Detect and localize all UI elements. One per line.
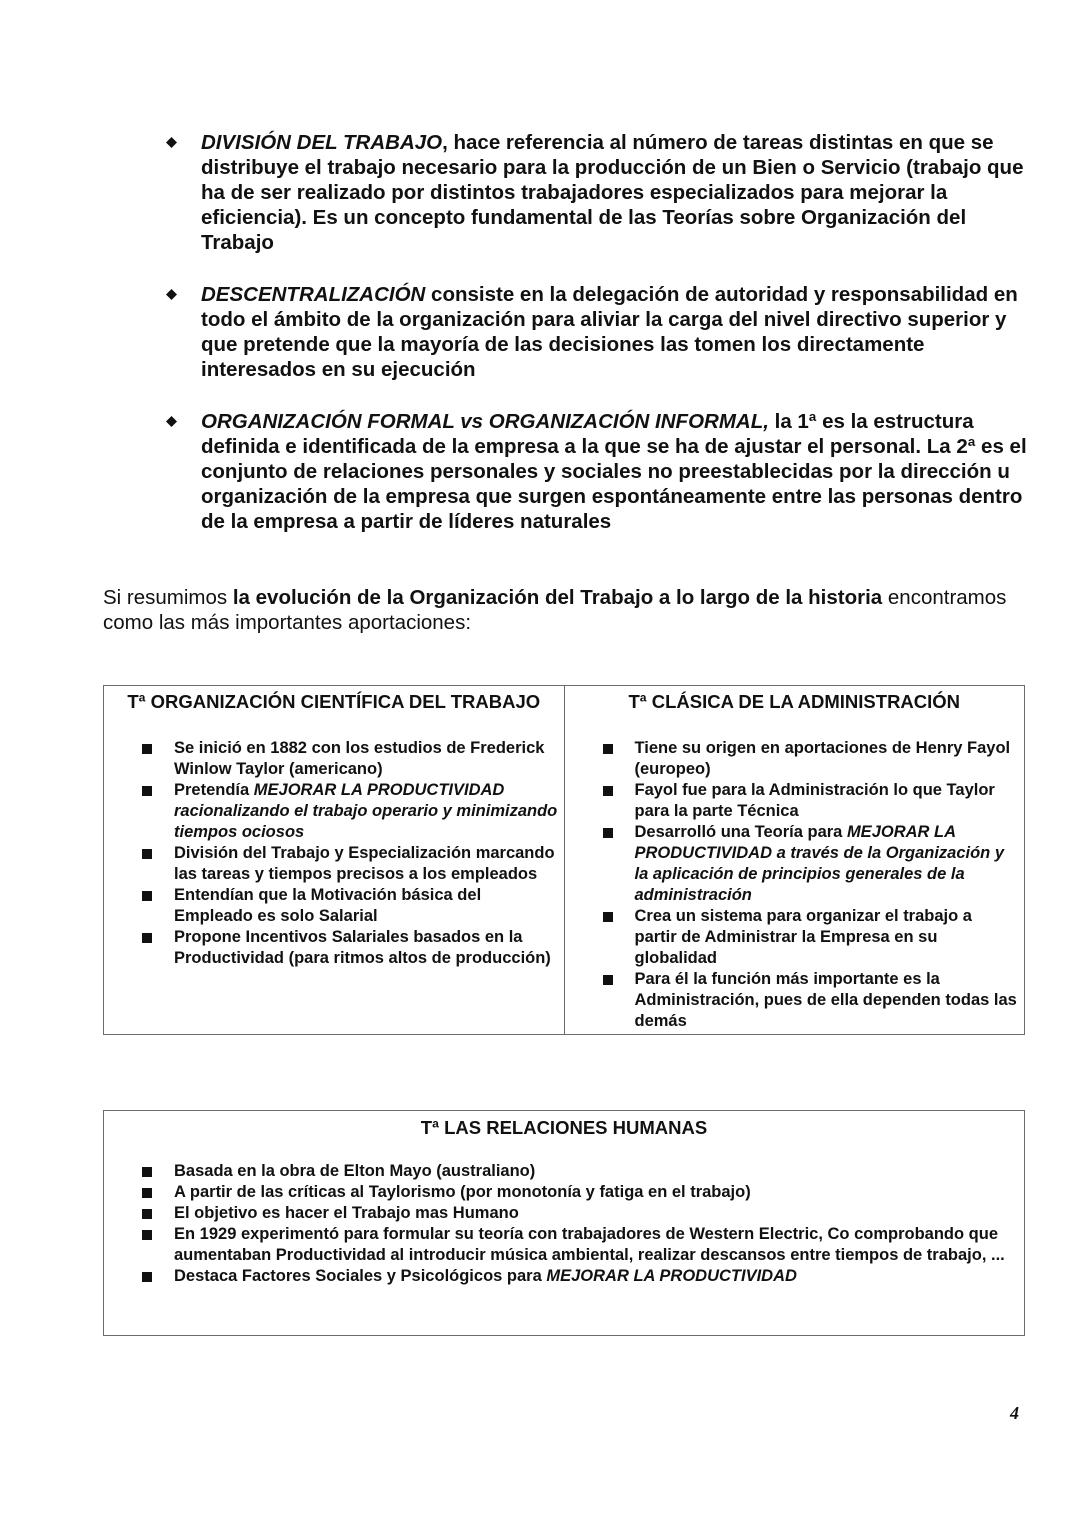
theory-title: Tª CLÁSICA DE LA ADMINISTRACIÓN <box>628 691 961 712</box>
definition-term: ORGANIZACIÓN FORMAL vs ORGANIZACIÓN INFORMAL, <box>201 410 769 433</box>
theory-bullet-list <box>603 738 1019 1032</box>
square-bullet-icon <box>603 912 613 922</box>
square-bullet-icon <box>142 744 152 754</box>
list-item <box>603 822 1019 906</box>
square-bullet-icon <box>142 1209 152 1219</box>
summary-tail: encontramos como las más importantes aportaciones: <box>103 586 1007 634</box>
square-bullet-icon <box>142 1272 152 1282</box>
list-item <box>142 927 558 969</box>
theory-bullet-list <box>142 738 558 969</box>
definition-text: consiste en la delegación de autoridad y responsabilidad en todo el ámbito de la organización para aliviar la carga del nivel directivo superior y que pretende que la mayoría de las decisiones las tomen los directamente interesados en su ejecución <box>201 283 1018 381</box>
definition-text: la 1ª es la estructura definida e identificada de la empresa a la que se ha de ajustar el personal. La 2ª es el conjunto de relaciones personales y sociales no preestablecidas por la dirección u organización de la empresa que surgen espontáneamente entre las personas dentro de la empresa a partir de líderes naturales <box>201 410 1027 533</box>
theory-clasica <box>564 686 1025 1034</box>
item-text: Tiene su origen en aportaciones de Henry Fayol (europeo) <box>634 739 1011 778</box>
square-bullet-icon <box>603 828 613 838</box>
summary-bold: la evolución de la Organización del Trabajo a lo largo de la historia <box>232 586 883 609</box>
square-bullet-icon <box>603 744 613 754</box>
list-item <box>142 738 558 780</box>
page-number: 4 <box>1010 1403 1019 1423</box>
definition-term: DIVISIÓN DEL TRABAJO <box>201 131 443 154</box>
definition-text: , hace referencia al número de tareas distintas en que se distribuye el trabajo necesario para la producción de un Bien o Servicio (trabajo que ha de ser realizado por distintos trabajadores especializados para mejorar la eficiencia). Es un concepto fundamental de las Teorías sobre Organización del Trabajo <box>201 131 1024 254</box>
definition-item <box>166 409 1036 534</box>
item-text: Se inició en 1882 con los estudios de Frederick Winlow Taylor (americano) <box>174 739 545 778</box>
square-bullet-icon <box>142 849 152 859</box>
item-text: Fayol fue para la Administración lo que Taylor para la parte Técnica <box>634 781 995 820</box>
item-text: División del Trabajo y Especialización marcando las tareas y tiempos precisos a los empleados <box>174 844 555 883</box>
theory-title: Tª LAS RELACIONES HUMANAS <box>420 1117 708 1138</box>
definitions-list <box>166 130 1036 561</box>
square-bullet-icon <box>603 786 613 796</box>
square-bullet-icon <box>142 1188 152 1198</box>
square-bullet-icon <box>142 786 152 796</box>
item-text: Para él la función más importante es la Administración, pues de ella dependen todas las demás <box>634 970 1017 1030</box>
theories-table <box>103 685 1025 1035</box>
item-text: Destaca Factores Sociales y Psicológicos para <box>174 1267 547 1285</box>
list-item <box>142 1266 1014 1287</box>
diamond-bullet-icon <box>166 289 177 300</box>
definition-term: DESCENTRALIZACIÓN <box>201 283 426 306</box>
item-text: En 1929 experimentó para formular su teoría con trabajadores de Western Electric, Co comprobando que aumentaban Productividad al introducir música ambiental, realizar descansos entre tiempos de trabajo, ... <box>174 1225 1005 1264</box>
item-text: Basada en la obra de Elton Mayo (australiano) <box>174 1162 536 1180</box>
item-emphasis: MEJORAR LA PRODUCTIVIDAD <box>546 1267 797 1285</box>
item-text: Desarrolló una Teoría para <box>634 823 847 841</box>
diamond-bullet-icon <box>166 416 177 427</box>
theory-title: Tª ORGANIZACIÓN CIENTÍFICA DEL TRABAJO <box>127 691 541 712</box>
theory-bullet-list <box>142 1161 1014 1287</box>
list-item <box>142 1224 1014 1266</box>
list-item <box>142 1203 1014 1224</box>
list-item <box>603 780 1019 822</box>
theory-cientifica <box>104 686 564 1034</box>
item-emphasis: MEJORAR LA PRODUCTIVIDAD a través de la Organización y la aplicación de principios generales de la administración <box>634 823 1005 904</box>
definition-item <box>166 282 1036 382</box>
list-item <box>142 780 558 843</box>
list-item <box>603 969 1019 1032</box>
list-item <box>603 738 1019 780</box>
item-emphasis: MEJORAR LA PRODUCTIVIDAD racionalizando el trabajo operario y minimizando tiempos ociosos <box>174 781 558 841</box>
diamond-bullet-icon <box>166 137 177 148</box>
item-text: A partir de las críticas al Taylorismo (por monotonía y fatiga en el trabajo) <box>174 1183 751 1201</box>
list-item <box>142 1161 1014 1182</box>
list-item <box>603 906 1019 969</box>
summary-lead: Si resumimos <box>103 586 233 609</box>
item-text: Entendían que la Motivación básica del Empleado es solo Salarial <box>174 886 482 925</box>
list-item <box>142 885 558 927</box>
square-bullet-icon <box>142 1167 152 1177</box>
definition-item <box>166 130 1036 255</box>
square-bullet-icon <box>603 975 613 985</box>
theory-humanas <box>103 1110 1025 1336</box>
summary-paragraph <box>103 585 1033 635</box>
square-bullet-icon <box>142 1230 152 1240</box>
item-text: Pretendía <box>174 781 254 799</box>
item-text: Crea un sistema para organizar el trabajo a partir de Administrar la Empresa en su globalidad <box>634 907 972 967</box>
square-bullet-icon <box>142 933 152 943</box>
item-text: Propone Incentivos Salariales basados en la Productividad (para ritmos altos de producción) <box>174 928 551 967</box>
square-bullet-icon <box>142 891 152 901</box>
list-item <box>142 843 558 885</box>
list-item <box>142 1182 1014 1203</box>
item-text: El objetivo es hacer el Trabajo mas Humano <box>174 1204 519 1222</box>
